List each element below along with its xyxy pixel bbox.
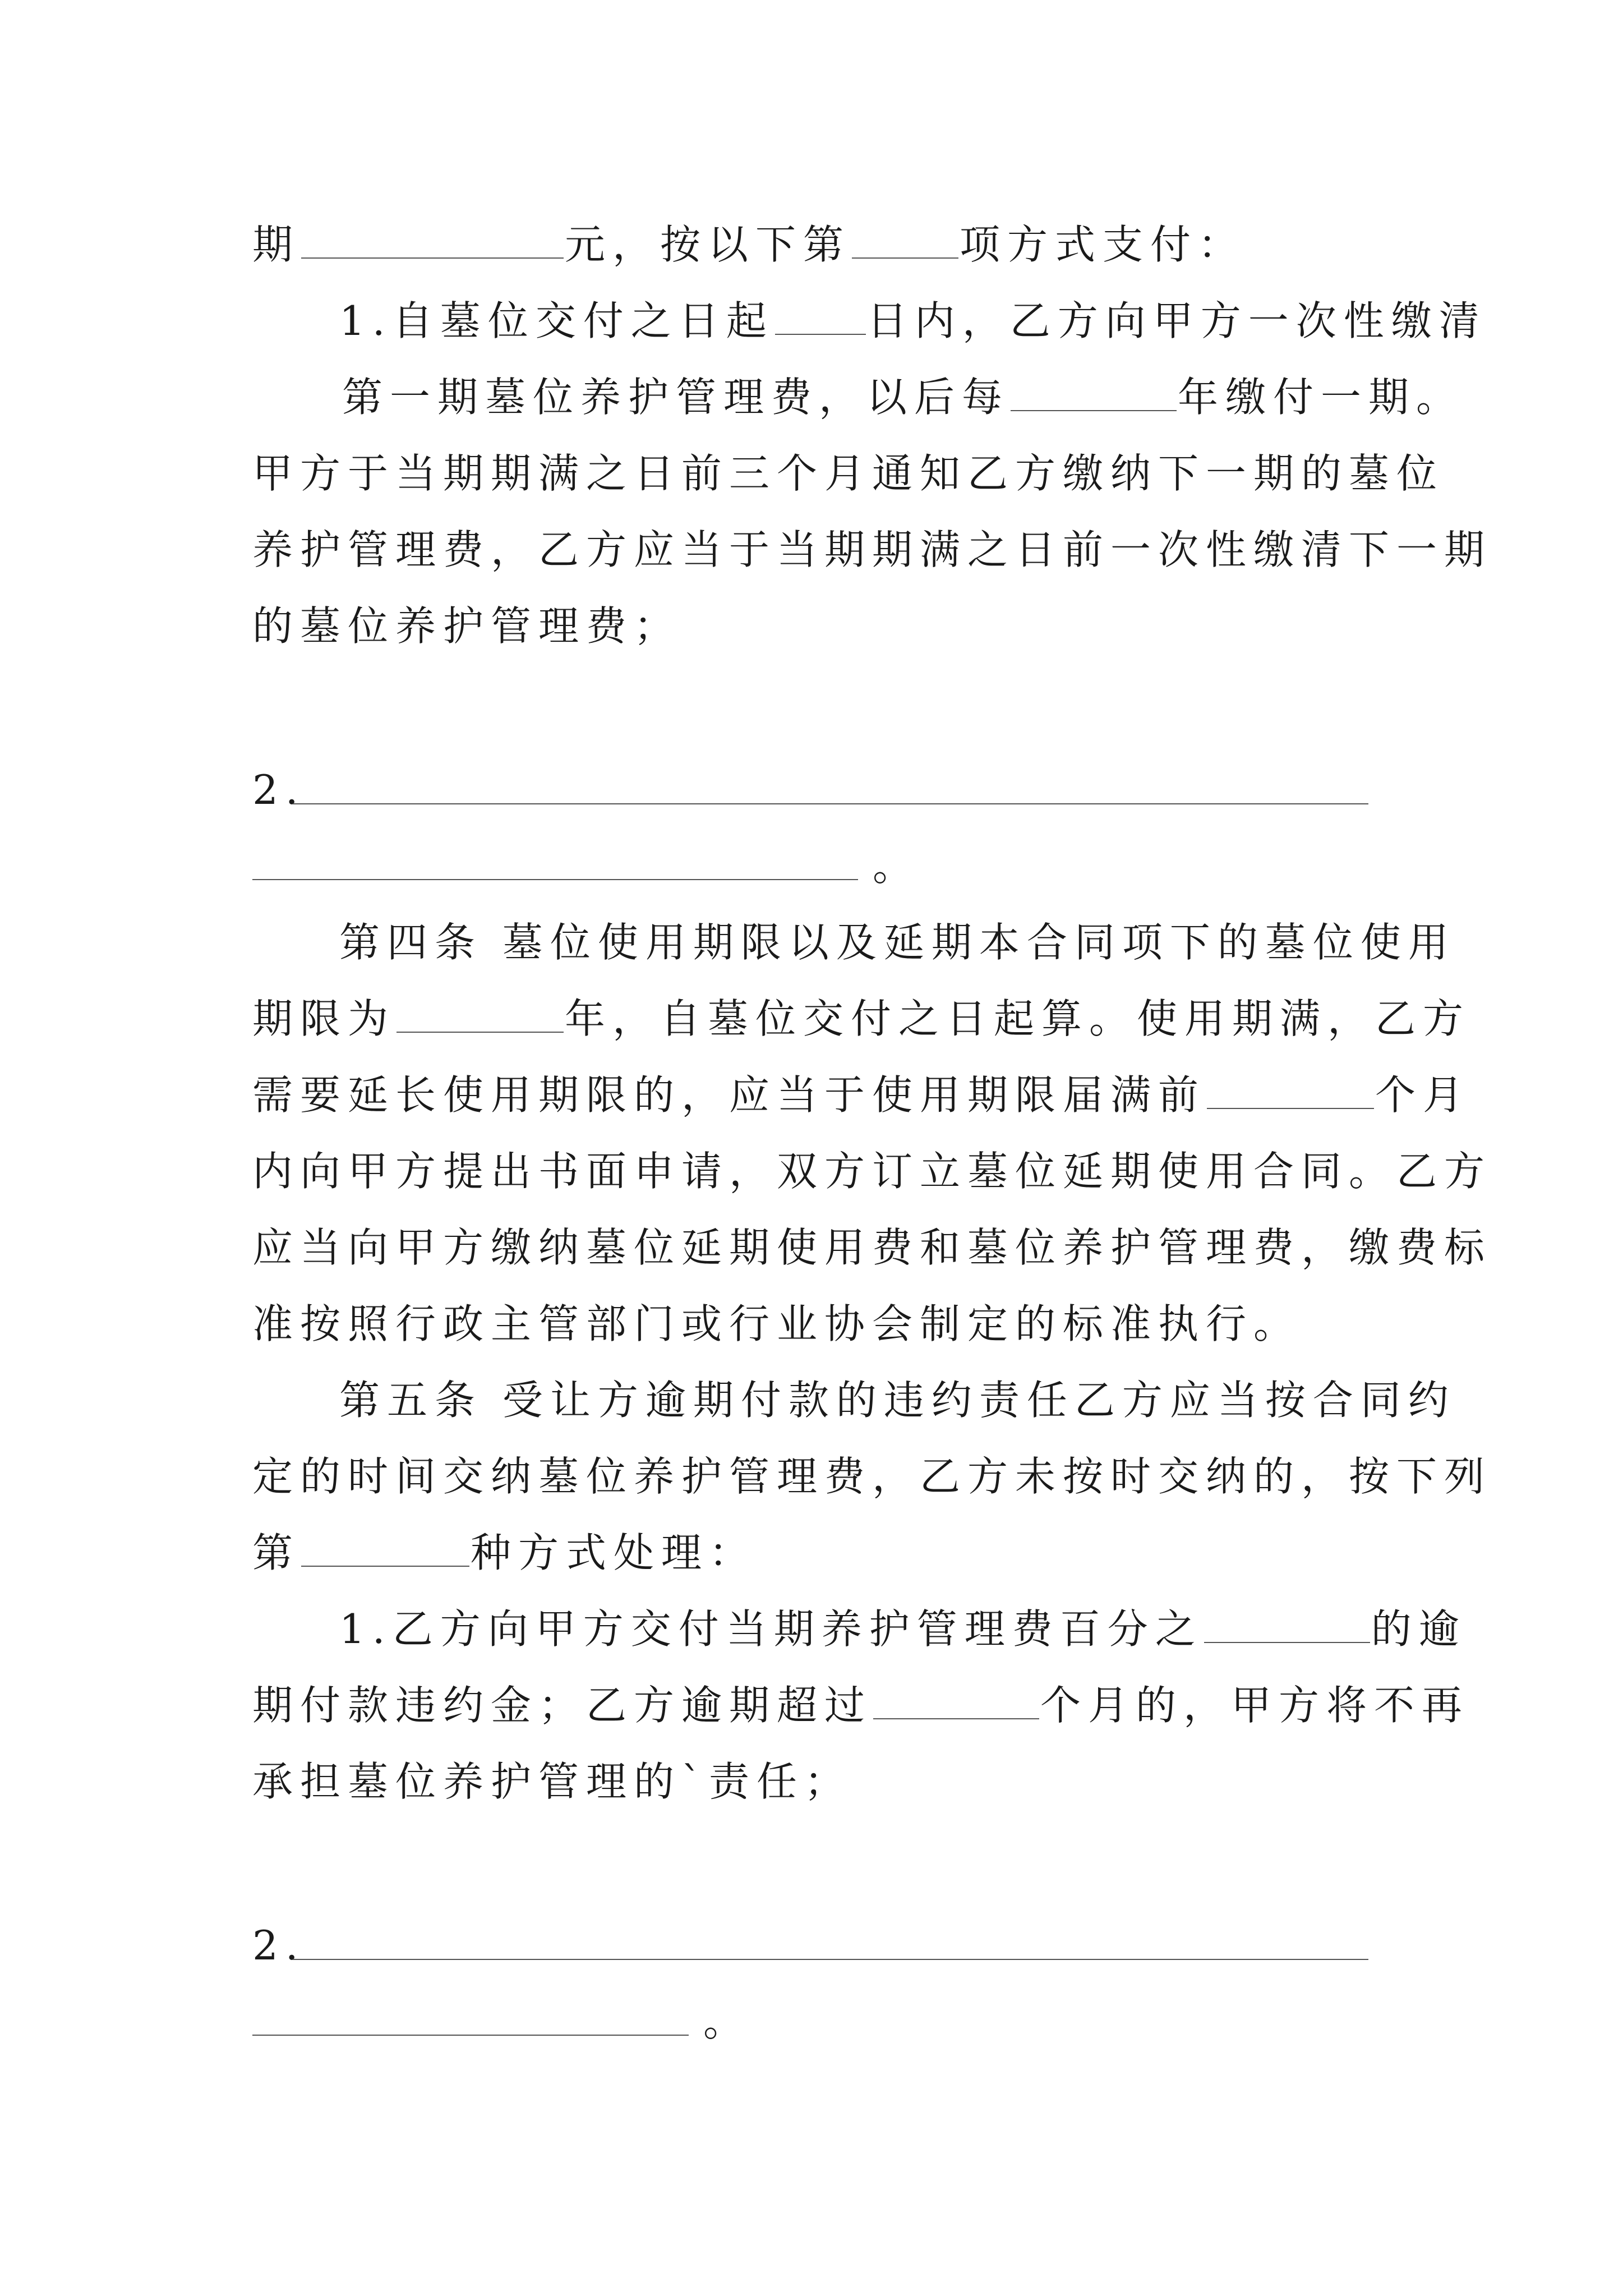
text-segment: 第一期墓位养护管理费，以后每 [342, 374, 1010, 421]
text-segment: 准按照行政主管部门或行业协会制定的标准执行。 [252, 1300, 1302, 1347]
text-line [342, 369, 1509, 425]
text-segment: 承担墓位养护管理的`责任； [252, 1758, 852, 1805]
text-segment: 个月 [1375, 1071, 1471, 1119]
fill-blank[interactable] [873, 1680, 1039, 1719]
text-segment: 日内，乙方向甲方一次性缴清 [866, 297, 1487, 344]
text-segment: 年缴付一期。 [1178, 374, 1464, 421]
text-line [339, 1372, 1506, 1428]
text-segment: 2. [252, 766, 306, 813]
text-line [252, 762, 1368, 818]
fill-blank[interactable] [1207, 1070, 1374, 1109]
text-segment: 内向甲方提出书面申请，双方订立墓位延期使用合同。乙方 [252, 1148, 1492, 1195]
text-segment: 年，自墓位交付之日起算。使用期满，乙方 [565, 995, 1471, 1042]
text-segment: 的墓位养护管理费； [252, 602, 682, 650]
text-segment: 1.乙方向甲方交付当期养护管理费百分之 [339, 1605, 1203, 1653]
text-segment: 期限为 [252, 995, 396, 1042]
text-segment: 定的时间交纳墓位养护管理费，乙方未按时交纳的，按下列 [252, 1453, 1492, 1500]
text-segment: 期付款违约金；乙方逾期超过 [252, 1682, 873, 1729]
text-segment: 1.自墓位交付之日起 [339, 297, 774, 344]
text-line [252, 598, 1419, 654]
text-segment: 个月的，甲方将不再 [1040, 1682, 1470, 1729]
text-line [339, 293, 1506, 349]
text-segment: 第四条 墓位使用期限以及延期本合同项下的墓位使用 [339, 919, 1456, 966]
text-segment: 期 [252, 221, 301, 268]
fill-blank[interactable] [301, 219, 564, 259]
text-line [252, 1448, 1492, 1504]
text-line [252, 1525, 1419, 1581]
fill-blank[interactable] [396, 993, 564, 1033]
text-segment: 。 [703, 1998, 751, 2045]
text-line [252, 1754, 1419, 1810]
text-segment: 甲方于当期期满之日前三个月通知乙方缴纳下一期的墓位 [252, 450, 1445, 497]
text-segment: 项方式支付： [960, 221, 1246, 268]
text-segment: 的逾 [1371, 1605, 1467, 1653]
text-line [252, 1220, 1492, 1276]
text-segment: 种方式处理： [471, 1529, 757, 1576]
text-segment: 。 [873, 843, 921, 890]
fill-blank[interactable] [1011, 372, 1177, 411]
text-line [252, 991, 1471, 1047]
fill-blank-long[interactable] [293, 803, 1368, 804]
fill-blank[interactable] [852, 219, 958, 259]
text-segment: 元，按以下第 [565, 221, 851, 268]
text-line [252, 838, 1419, 894]
fill-blank[interactable] [252, 841, 858, 880]
text-line [252, 1917, 1368, 1973]
text-segment: 需要延长使用期限的，应当于使用期限届满前 [252, 1071, 1206, 1119]
text-line [252, 1143, 1492, 1199]
text-segment: 第 [252, 1529, 301, 1576]
fill-blank[interactable] [301, 1527, 469, 1567]
text-line [252, 445, 1445, 501]
text-segment: 应当向甲方缴纳墓位延期使用费和墓位养护管理费，缴费标 [252, 1224, 1492, 1271]
text-segment: 第五条 受让方逾期付款的违约责任乙方应当按合同约 [339, 1377, 1456, 1424]
text-line [252, 1067, 1471, 1123]
text-line [339, 914, 1506, 970]
fill-blank[interactable] [775, 296, 866, 335]
text-line [339, 1601, 1506, 1657]
text-line [252, 217, 1419, 273]
text-segment: 2. [252, 1922, 306, 1969]
text-line [252, 1296, 1419, 1352]
fill-blank[interactable] [1204, 1604, 1370, 1643]
text-line [252, 522, 1492, 578]
text-line [252, 1677, 1470, 1733]
fill-blank-long[interactable] [293, 1959, 1368, 1960]
text-line [252, 1994, 1419, 2050]
fill-blank[interactable] [252, 1996, 689, 2036]
text-segment: 养护管理费，乙方应当于当期期满之日前一次性缴清下一期 [252, 526, 1492, 573]
